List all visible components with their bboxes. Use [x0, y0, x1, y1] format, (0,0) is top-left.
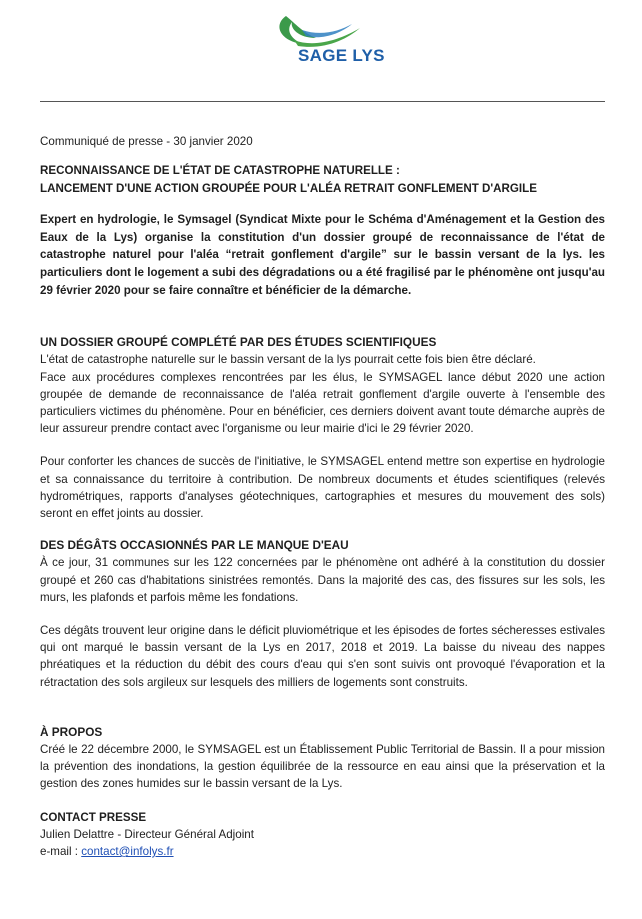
paragraph: Face aux procédures complexes rencontrées par les élus, le SYMSAGEL lance début 2020 une action groupée de demande de reconnaissance de l'aléa retrait gonflement d'argile ouverte à l'ensemble des particuliers victimes du phénomène. Pour en bénéficier, ces derniers doivent avant toute démarche auprès de leur assureur prendre contact avec l'organisme ou leur mairie d'ici le 29 février 2020. — [40, 370, 605, 436]
header-divider — [40, 101, 605, 102]
paragraph: À ce jour, 31 communes sur les 122 concernées par le phénomène ont adhéré à la constitution du dossier groupé et 260 cas d'habitations sinistrées remontés. Dans la majorité des cas, des fissures sur les sols, les murs, les plafonds et parfois même les fondations. — [40, 556, 605, 604]
section-title: DES DÉGÂTS OCCASIONNÉS PAR LE MANQUE D'EAU — [40, 538, 349, 553]
logo-text: SAGE LYS — [298, 46, 385, 65]
section-a-propos — [40, 724, 605, 793]
section-title: À PROPOS — [40, 724, 103, 739]
section-title: UN DOSSIER GROUPÉ COMPLÉTÉ PAR DES ÉTUDES SCIENTIFIQUES — [40, 335, 437, 350]
section-degats — [40, 537, 605, 691]
headline-line-1: RECONNAISSANCE DE L'ÉTAT DE CATASTROPHE NATURELLE : — [40, 164, 400, 178]
email-label: e-mail : — [40, 845, 82, 859]
section-dossier-groupe — [40, 334, 605, 522]
section-contact — [40, 809, 605, 861]
dateline: Communiqué de presse - 30 janvier 2020 — [40, 135, 253, 148]
paragraph: Pour conforter les chances de succès de l'initiative, le SYMSAGEL entend mettre son expertise en hydrologie et sa connaissance du territoire à contribution. De nombreux documents et études scientifiques (relevés hydrométriques, rapports d'analyses géotechniques, cartographies et mesures du mouvement des sols) seront en effet joints au dossier. — [40, 455, 605, 520]
press-release-body — [40, 133, 605, 860]
headline-line-2: LANCEMENT D'UNE ACTION GROUPÉE POUR L'ALÉA RETRAIT GONFLEMENT D'ARGILE — [40, 182, 537, 196]
paragraph: Créé le 22 décembre 2000, le SYMSAGEL est un Établissement Public Territorial de Bassin. Il a pour mission la prévention des inondations, la gestion équilibrée de la ressource en eau ainsi que la préservation et la gestion des zones humides sur le bassin versant de la Lys. — [40, 743, 605, 791]
contact-title: CONTACT PRESSE — [40, 810, 147, 824]
paragraph: Ces dégâts trouvent leur origine dans le déficit pluviométrique et les épisodes de fortes sécheresses estivales qui ont marqué le bassin versant de la Lys en 2017, 2018 et 2019. La baisse du niveau des nappes phréatiques et la réduction du débit des cours d'eau qui s'en sont suivis ont provoqué l'évaporation et la rétractation des sols argileux sur lesquels des milliers de logements sont construits. — [40, 624, 605, 689]
lead-paragraph: Expert en hydrologie, le Symsagel (Syndicat Mixte pour le Schéma d'Aménagement et la Gestion des Eaux de la Lys) organise la constitution d'un dossier groupé de reconnaissance de l'état de catastrophe naturel pour l'aléa “retrait gonflement d'argile” sur le bassin versant de la lys. les particuliers dont le logement a subi des dégradations ou a été fragilisé par le phénomène ont jusqu'au 29 février 2020 pour se faire connaître et bénéficier de la démarche. — [40, 213, 605, 297]
email-link[interactable]: contact@infolys.fr — [81, 845, 174, 859]
contact-person: Julien Delattre - Directeur Général Adjoint — [40, 827, 254, 841]
contact-email-line — [40, 843, 605, 860]
sage-lys-logo — [268, 10, 398, 70]
paragraph: L'état de catastrophe naturelle sur le bassin versant de la lys pourrait cette fois bien être déclaré. — [40, 353, 536, 367]
headline — [40, 162, 605, 198]
